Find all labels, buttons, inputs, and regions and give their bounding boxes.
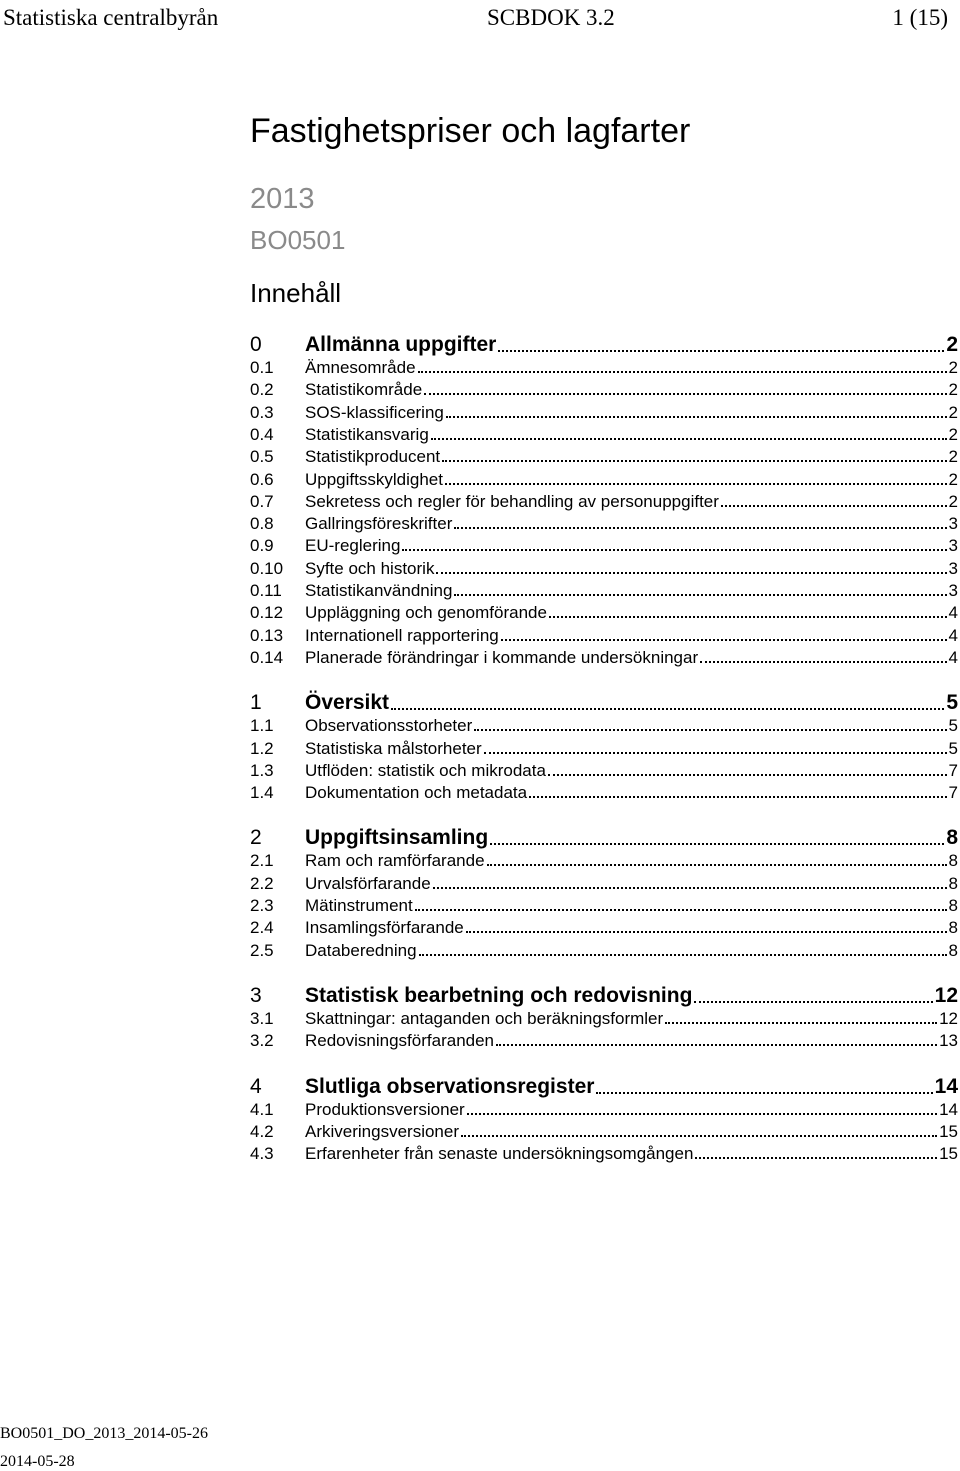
toc-subsection-entry[interactable] — [250, 918, 958, 938]
toc-subsection-entry[interactable] — [250, 716, 958, 736]
footer-file-id: BO0501_DO_2013_2014-05-26 — [0, 1425, 208, 1442]
toc-dot-leader — [467, 1113, 937, 1115]
toc-entry-number: 0.5 — [250, 447, 274, 467]
toc-entry-page: 12 — [934, 983, 958, 1007]
toc-entry-number: 4.2 — [250, 1121, 274, 1141]
toc-entry-number: 4.1 — [250, 1099, 274, 1119]
toc-entry-number: 1.1 — [250, 716, 274, 736]
toc-entry-label: Urvalsförfarande — [305, 873, 431, 893]
toc-entry-page: 2 — [948, 358, 958, 377]
toc-subsection-entry[interactable] — [250, 581, 958, 601]
toc-entry-page: 8 — [948, 940, 958, 960]
toc-dot-leader — [431, 438, 947, 440]
toc-entry-number: 3.1 — [250, 1008, 274, 1028]
toc-entry-label: SOS-klassificering — [305, 402, 444, 422]
toc-dot-leader — [694, 1001, 932, 1003]
toc-entry-page: 7 — [948, 783, 958, 803]
toc-entry-number: 2.3 — [250, 896, 274, 915]
toc-subsection-entry[interactable] — [250, 761, 958, 781]
toc-entry-number: 2.5 — [250, 940, 274, 960]
toc-entry-label: Översikt — [305, 691, 390, 715]
toc-dot-leader — [596, 1092, 932, 1094]
toc-entry-label: Slutliga observationsregister — [305, 1074, 595, 1098]
toc-entry-number: 0.2 — [250, 380, 274, 400]
toc-entry-page: 3 — [948, 514, 958, 534]
toc-dot-leader — [665, 1022, 937, 1024]
toc-subsection-entry[interactable] — [250, 851, 958, 871]
toc-entry-page: 4 — [948, 647, 958, 667]
toc-entry-page: 3 — [948, 581, 958, 600]
toc-heading: Innehåll — [250, 278, 342, 308]
toc-entry-number: 2 — [250, 826, 262, 850]
toc-dot-leader — [445, 483, 947, 485]
toc-dot-leader — [695, 1157, 937, 1159]
toc-entry-number: 0.9 — [250, 536, 274, 556]
toc-entry-number: 0.11 — [250, 581, 282, 600]
toc-subsection-entry[interactable] — [250, 603, 958, 623]
page-header — [0, 0, 960, 40]
toc-entry-label: Syfte och historik — [305, 558, 435, 578]
toc-entry-label: Gallringsföreskrifter — [305, 514, 453, 534]
toc-entry-page: 8 — [948, 896, 958, 915]
toc-entry-page: 2 — [948, 469, 958, 489]
toc-entry-label: Erfarenheter från senaste undersökningsomgången — [305, 1144, 694, 1164]
toc-entry-number: 0.10 — [250, 558, 284, 578]
toc-entry-number: 0.8 — [250, 514, 274, 534]
toc-subsection-entry[interactable] — [250, 874, 958, 894]
toc-entry-label: Ämnesområde — [305, 358, 416, 377]
toc-dot-leader — [466, 931, 947, 933]
toc-subsection-entry[interactable] — [250, 403, 958, 423]
toc-subsection-entry[interactable] — [250, 559, 958, 579]
toc-entry-page: 3 — [948, 536, 958, 556]
toc-section-entry[interactable] — [250, 332, 958, 357]
toc-dot-leader — [415, 909, 947, 911]
toc-entry-page: 14 — [934, 1074, 958, 1098]
toc-dot-leader — [700, 661, 946, 663]
organization-name: Statistiska centralbyrån — [3, 5, 219, 30]
toc-entry-page: 5 — [948, 738, 958, 758]
toc-entry-label: Ram och ramförfarande — [305, 851, 485, 871]
toc-entry-label: Skattningar: antaganden och beräkningsformler — [305, 1008, 664, 1028]
footer-date: 2014-05-28 — [0, 1453, 75, 1470]
toc-subsection-entry[interactable] — [250, 739, 958, 759]
toc-entry-page: 7 — [948, 760, 958, 780]
toc-entry-label: Observationsstorheter — [305, 716, 473, 736]
toc-subsection-entry[interactable] — [250, 626, 958, 646]
toc-section-entry[interactable] — [250, 983, 958, 1008]
toc-entry-page: 2 — [948, 402, 958, 422]
toc-entry-number: 0.14 — [250, 647, 284, 667]
toc-subsection-entry[interactable] — [250, 492, 958, 512]
toc-dot-leader — [454, 594, 946, 596]
toc-entry-label: Statistiska målstorheter — [305, 738, 482, 758]
toc-entry-number: 0.1 — [250, 358, 274, 377]
toc-subsection-entry[interactable] — [250, 425, 958, 445]
toc-dot-leader — [498, 350, 944, 352]
toc-entry-label: Allmänna uppgifter — [305, 333, 497, 356]
toc-entry-page: 8 — [948, 918, 958, 938]
toc-entry-number: 1.4 — [250, 783, 274, 803]
toc-entry-number: 0.4 — [250, 424, 274, 444]
toc-subsection-entry[interactable] — [250, 380, 958, 400]
toc-subsection-entry[interactable] — [250, 1031, 958, 1051]
toc-entry-label: Statistikansvarig — [305, 424, 429, 444]
toc-entry-page: 4 — [948, 603, 958, 623]
toc-entry-label: Uppgiftsskyldighet — [305, 469, 443, 489]
toc-subsection-entry[interactable] — [250, 470, 958, 490]
toc-entry-number: 0.13 — [250, 625, 284, 645]
toc-entry-label: Mätinstrument — [305, 896, 413, 915]
toc-entry-number: 2.2 — [250, 873, 274, 893]
toc-entry-number: 0.12 — [250, 603, 284, 623]
toc-dot-leader — [424, 393, 946, 395]
toc-entry-page: 8 — [948, 873, 958, 893]
toc-dot-leader — [548, 774, 947, 776]
toc-entry-number: 3 — [250, 983, 262, 1007]
toc-entry-label: Statistisk bearbetning och redovisning — [305, 983, 693, 1007]
toc-entry-label: Arkiveringsversioner — [305, 1121, 459, 1141]
toc-dot-leader — [474, 729, 946, 731]
toc-entry-number: 1.2 — [250, 738, 274, 758]
toc-section-entry[interactable] — [250, 690, 958, 715]
toc-dot-leader — [402, 549, 946, 551]
toc-dot-leader — [549, 616, 947, 618]
toc-entry-page: 15 — [939, 1144, 958, 1164]
toc-entry-page: 15 — [939, 1121, 958, 1141]
document-code: BO0501 — [250, 225, 346, 255]
document-year: 2013 — [250, 183, 315, 215]
document-id: SCBDOK 3.2 — [487, 5, 615, 30]
toc-section-entry[interactable] — [250, 825, 958, 850]
toc-entry-page: 3 — [948, 558, 958, 578]
toc-dot-leader — [442, 460, 946, 462]
toc-entry-number: 1.3 — [250, 760, 274, 780]
toc-subsection-entry[interactable] — [250, 896, 958, 916]
toc-entry-number: 4 — [250, 1074, 262, 1098]
toc-subsection-entry[interactable] — [250, 648, 958, 668]
toc-dot-leader — [418, 371, 947, 373]
toc-entry-label: Dokumentation och metadata — [305, 783, 528, 803]
toc-entry-page: 2 — [948, 447, 958, 467]
toc-entry-label: Sekretess och regler för behandling av personuppgifter — [305, 491, 719, 511]
toc-entry-label: Insamlingsförfarande — [305, 918, 464, 938]
toc-entry-number: 0 — [250, 333, 262, 356]
toc-entry-page: 2 — [948, 380, 958, 400]
toc-dot-leader — [496, 1044, 937, 1046]
toc-entry-page: 12 — [939, 1008, 958, 1028]
toc-entry-page: 2 — [948, 491, 958, 511]
toc-entry-page: 14 — [939, 1099, 958, 1119]
toc-entry-label: Produktionsversioner — [305, 1099, 465, 1119]
toc-section-entry[interactable] — [250, 1074, 958, 1099]
toc-dot-leader — [501, 639, 947, 641]
toc-dot-leader — [436, 572, 946, 574]
toc-entry-page: 8 — [948, 851, 958, 871]
toc-entry-number: 0.3 — [250, 402, 274, 422]
toc-entry-number: 0.6 — [250, 469, 274, 489]
toc-dot-leader — [446, 416, 947, 418]
toc-dot-leader — [419, 954, 947, 956]
toc-subsection-entry[interactable] — [250, 1122, 958, 1142]
toc-entry-number: 2.4 — [250, 918, 274, 938]
document-title: Fastighetspriser och lagfarter — [250, 112, 691, 150]
toc-entry-page: 2 — [946, 333, 958, 356]
toc-entry-label: Internationell rapportering — [305, 625, 499, 645]
toc-subsection-entry[interactable] — [250, 358, 958, 378]
toc-dot-leader — [433, 887, 947, 889]
toc-entry-label: Planerade förändringar i kommande undersökningar — [305, 647, 699, 667]
toc-entry-page: 8 — [946, 826, 958, 850]
toc-dot-leader — [484, 752, 947, 754]
toc-entry-page: 13 — [939, 1031, 958, 1051]
toc-dot-leader — [490, 843, 944, 845]
toc-entry-page: 5 — [948, 716, 958, 736]
page-number: 1 (15) — [892, 5, 948, 30]
toc-entry-label: Uppläggning och genomförande — [305, 603, 547, 623]
toc-entry-page: 4 — [948, 625, 958, 645]
toc-entry-page: 2 — [948, 424, 958, 444]
toc-entry-number: 3.2 — [250, 1031, 274, 1051]
toc-dot-leader — [454, 527, 946, 529]
toc-entry-number: 2.1 — [250, 851, 274, 871]
toc-subsection-entry[interactable] — [250, 514, 958, 534]
toc-entry-number: 0.7 — [250, 491, 274, 511]
toc-subsection-entry[interactable] — [250, 941, 958, 961]
toc-entry-label: Databeredning — [305, 940, 417, 960]
toc-subsection-entry[interactable] — [250, 536, 958, 556]
toc-dot-leader — [461, 1135, 937, 1137]
toc-entry-label: Uppgiftsinsamling — [305, 826, 489, 850]
toc-entry-number: 1 — [250, 691, 262, 715]
toc-dot-leader — [721, 505, 947, 507]
toc-subsection-entry[interactable] — [250, 783, 958, 803]
toc-entry-label: Utflöden: statistik och mikrodata — [305, 760, 546, 780]
toc-entry-label: Redovisningsförfaranden — [305, 1031, 495, 1051]
toc-dot-leader — [391, 708, 944, 710]
toc-subsection-entry[interactable] — [250, 1100, 958, 1120]
toc-entry-label: EU-reglering — [305, 536, 401, 556]
toc-dot-leader — [529, 796, 946, 798]
toc-entry-label: Statistikanvändning — [305, 581, 453, 600]
toc-entry-label: Statistikområde — [305, 380, 423, 400]
toc-subsection-entry[interactable] — [250, 1144, 958, 1164]
toc-entry-page: 5 — [946, 691, 958, 715]
toc-subsection-entry[interactable] — [250, 447, 958, 467]
toc-entry-number: 4.3 — [250, 1144, 274, 1164]
toc-subsection-entry[interactable] — [250, 1009, 958, 1029]
toc-dot-leader — [487, 864, 947, 866]
toc-entry-label: Statistikproducent — [305, 447, 441, 467]
